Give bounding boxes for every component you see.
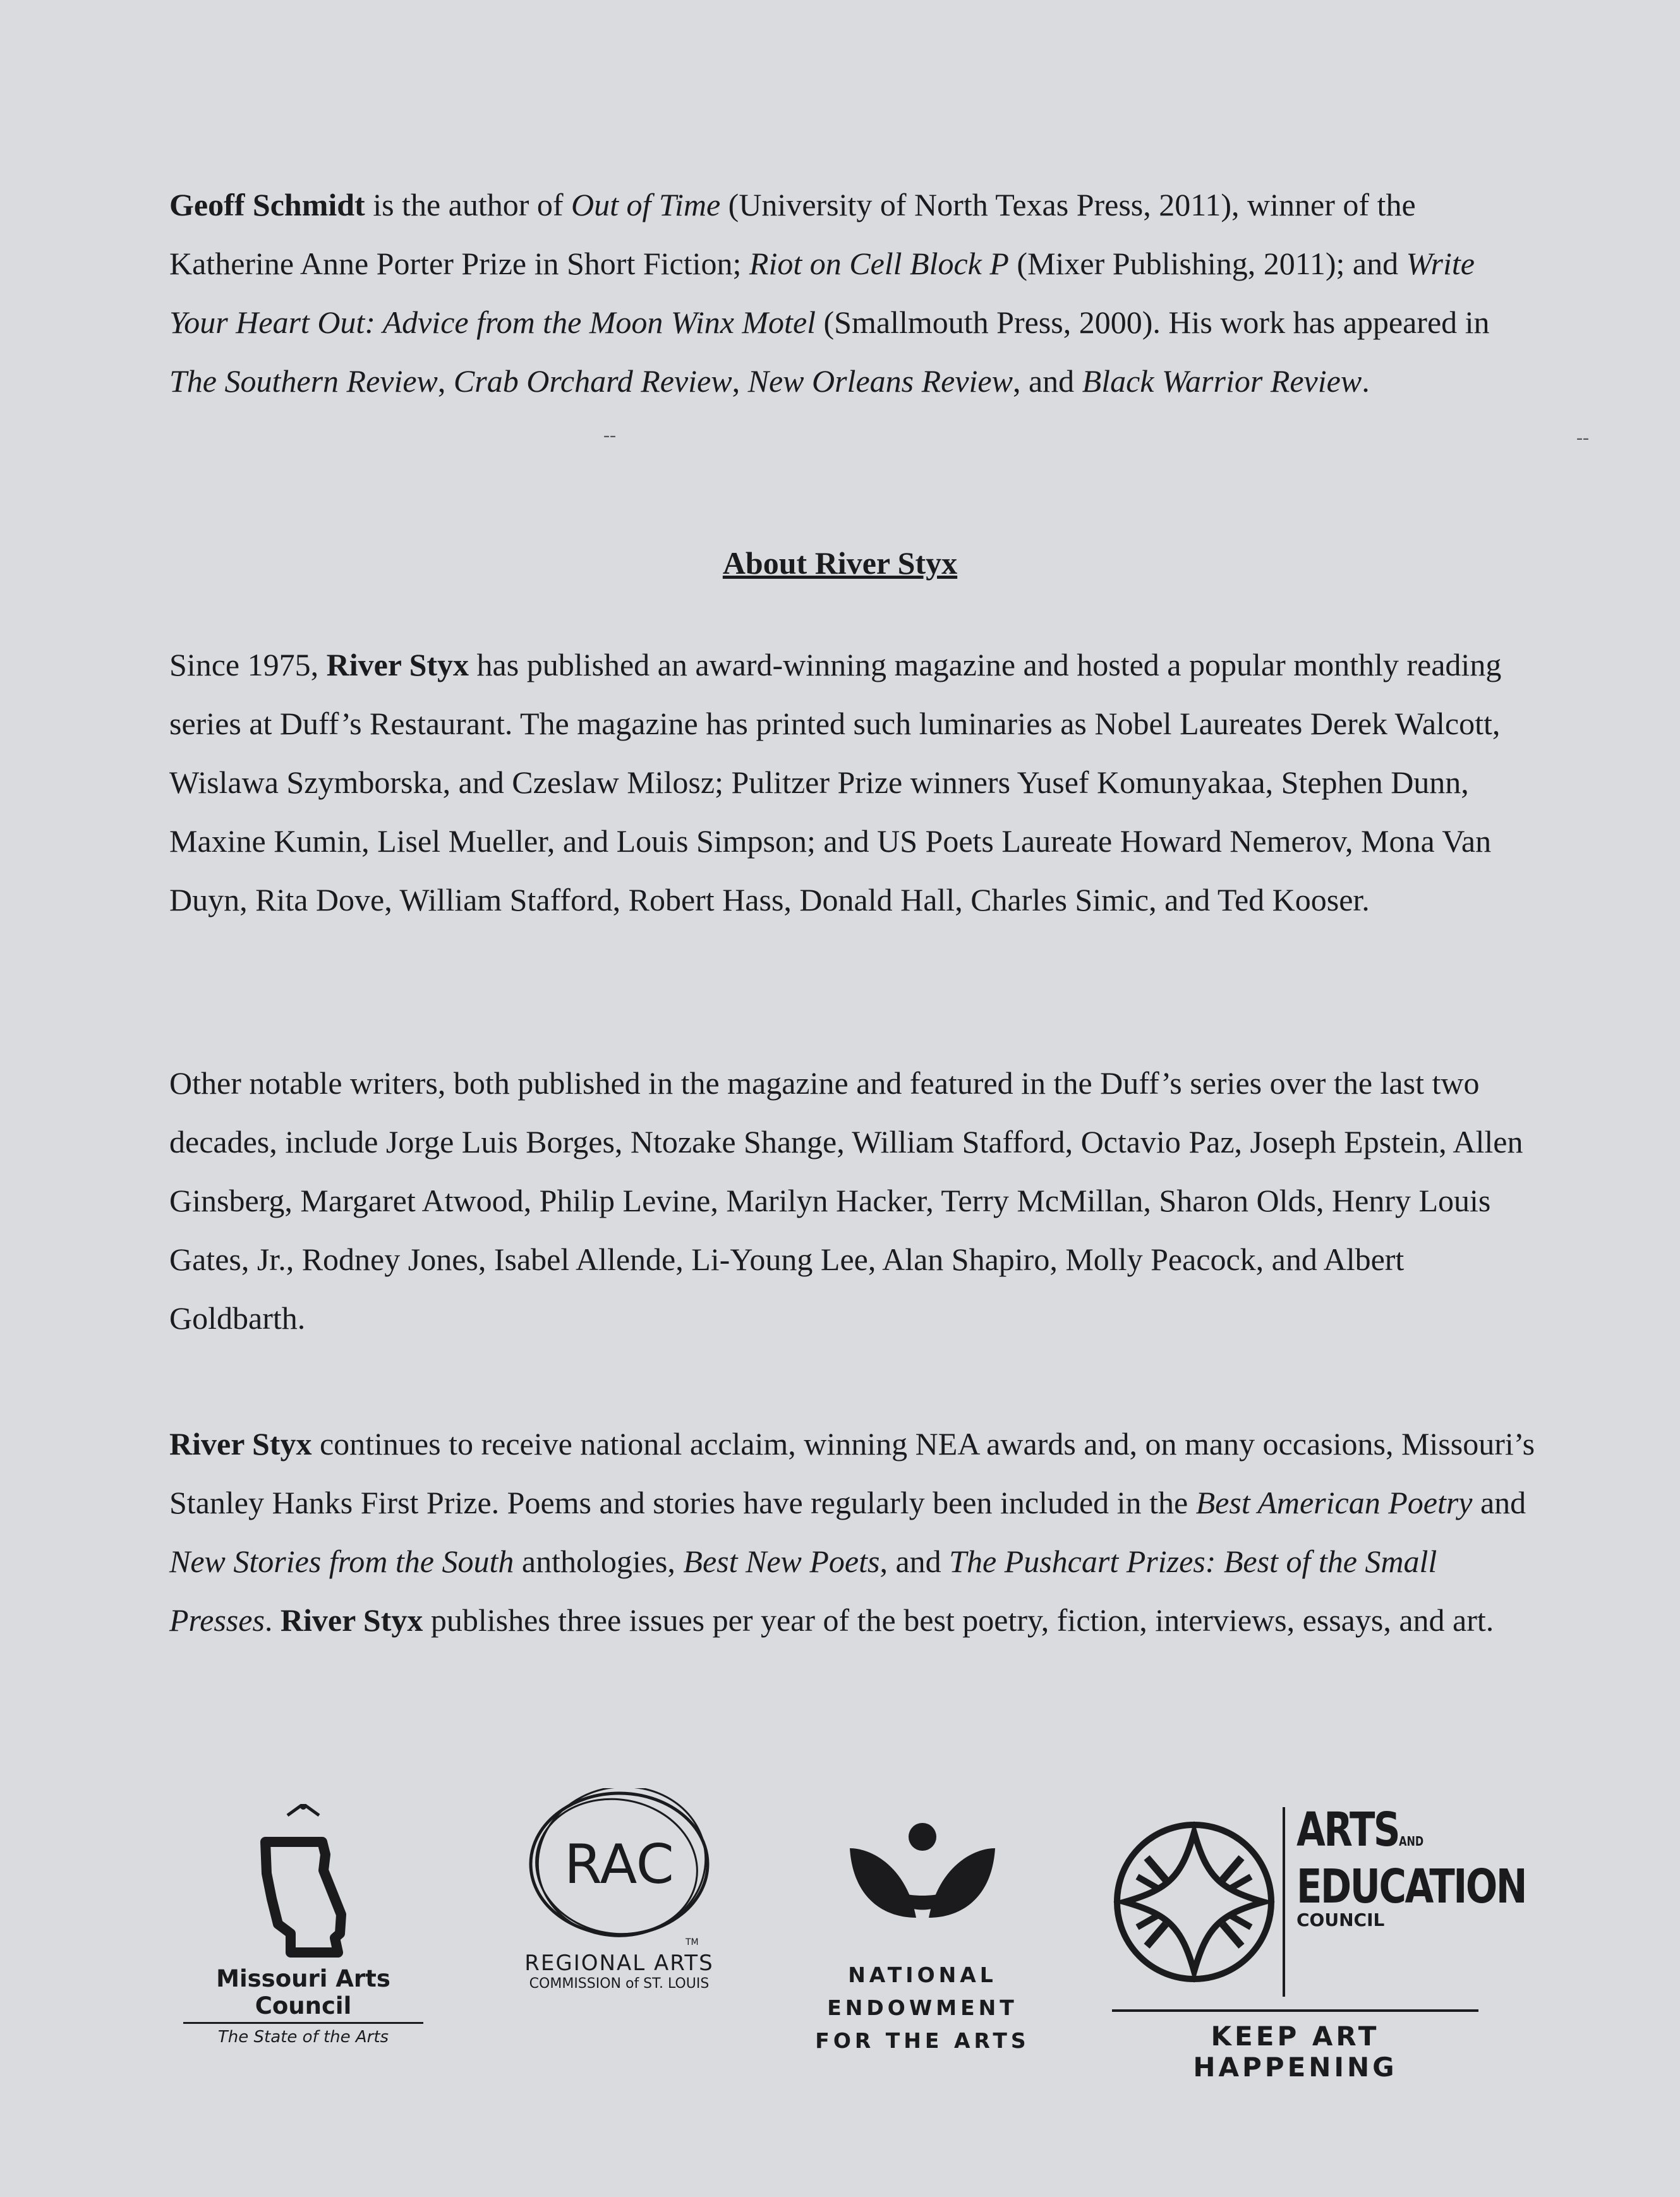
paragraph-acclaim [169,1415,1540,1650]
anthology-title: The Pushcart Prizes: Best of the Small Presses [169,1544,1437,1638]
bio-text: , and [1012,363,1082,399]
nea-line1: NATIONAL [848,1963,997,1987]
magazine-name: River Styx [280,1602,423,1638]
aec-line3: COUNCIL [1296,1910,1385,1930]
paragraph-text: . [264,1602,281,1638]
paragraph-text: anthologies, [514,1544,684,1579]
aec-line1: ARTS [1296,1803,1399,1857]
bio-text: (Smallmouth Press, 2000). His work has appeared in [816,305,1490,340]
regional-arts-commission-logo [499,1788,739,2028]
anthology-title: New Stories from the South [169,1544,514,1579]
section-heading: About River Styx [722,545,958,581]
arts-education-council-logo [1112,1803,1526,2083]
author-name: Geoff Schmidt [169,187,365,222]
aec-line2: EDUCATION [1296,1860,1526,1914]
book-title: Write Your Heart Out: Advice from the Moon Winx Motel [169,246,1475,340]
mac-name: Missouri Arts Council [183,1965,423,2024]
aec-slogan: KEEP ART HAPPENING [1112,2009,1478,2083]
aec-and: AND [1399,1834,1424,1849]
book-title: Riot on Cell Block P [749,246,1009,281]
bio-text: , [437,363,454,399]
anthology-title: Best New Poets [683,1544,880,1579]
missouri-arts-council-logo [183,1804,423,2047]
rac-line2: COMMISSION of ST. LOUIS [529,1976,710,1992]
paragraph-text: and [1472,1485,1526,1520]
stray-mark: -- [603,425,616,445]
bio-text: . [1362,363,1370,399]
paragraph-writers: Other notable writers, both published in the magazine and featured in the Duff’s series over the last two decades, include Jorge Luis Borges, Ntozake Shange, William Stafford, Octavio Paz, Joseph Epstein, Allen Ginsberg, Margaret Atwood, Philip Levine, Marilyn Hacker, Terry McMillan, Sharon Olds, Henry Louis Gates, Jr., Rodney Jones, Isabel Allende, Li-Young Lee, Alan Shapiro, Molly Peacock, and Albert Goldbarth. [169,1065,1523,1336]
journal-title: Black Warrior Review [1082,363,1362,399]
rac-mark: RAC [564,1833,674,1896]
nea-leaves-icon [847,1823,998,1937]
rac-circle-icon [512,1788,727,1952]
paragraph-history [169,636,1540,929]
magazine-name: River Styx [169,1426,312,1462]
bio-text: , [732,363,748,399]
aec-wordmark [1283,1803,1583,1997]
magazine-name: River Styx [326,647,469,682]
nea-line2: ENDOWMENT [827,1995,1018,2020]
missouri-state-icon [253,1804,354,1962]
aec-emblem-icon [1112,1820,1276,1984]
journal-title: The Southern Review [169,363,438,399]
nea-line3: FOR THE ARTS [815,2028,1030,2053]
mac-tagline: The State of the Arts [217,2028,389,2047]
paragraph-text: , and [879,1544,950,1579]
author-bio [169,176,1540,411]
bio-text: (Mixer Publishing, 2011); and [1008,246,1406,281]
paragraph-text: publishes three issues per year of the best poetry, fiction, interviews, essays, and art. [423,1602,1494,1638]
anthology-title: Best American Poetry [1195,1485,1473,1520]
book-title: Out of Time [571,187,721,222]
nea-logo [815,1823,1030,2053]
paragraph-text: Since 1975, [169,647,327,682]
paragraph-text: has published an award-winning magazine and hosted a popular monthly reading series at Duff’s Restaurant. The magazine has printed such luminaries as Nobel Laureates Derek Walcott, Wislawa Szymborska, and Czeslaw Milosz; Pulitzer Prize winners Yusef Komunyakaa, Stephen Dunn, Maxine Kumin, Lisel Mueller, and Louis Simpson; and US Poets Laureate Howard Nemerov, Mona Van Duyn, Rita Dove, William Stafford, Robert Hass, Donald Hall, Charles Simic, and Ted Kooser. [169,647,1502,917]
paragraph-text: continues to receive national acclaim, winning NEA awards and, on many occasions, Missouri’s Stanley Hanks First Prize. Poems and stories have regularly been included in the [169,1426,1535,1520]
journal-title: Crab Orchard Review [453,363,732,399]
rac-trademark: TM [686,1937,699,1947]
rac-line1: REGIONAL ARTS [524,1951,714,1976]
bio-text: (University of North Texas Press, 2011), winner of the Katherine Anne Porter Prize in Short Fiction; [169,187,1416,281]
bio-text: is the author of [365,187,572,222]
journal-title: New Orleans Review [747,363,1013,399]
stray-mark: -- [1576,427,1589,448]
